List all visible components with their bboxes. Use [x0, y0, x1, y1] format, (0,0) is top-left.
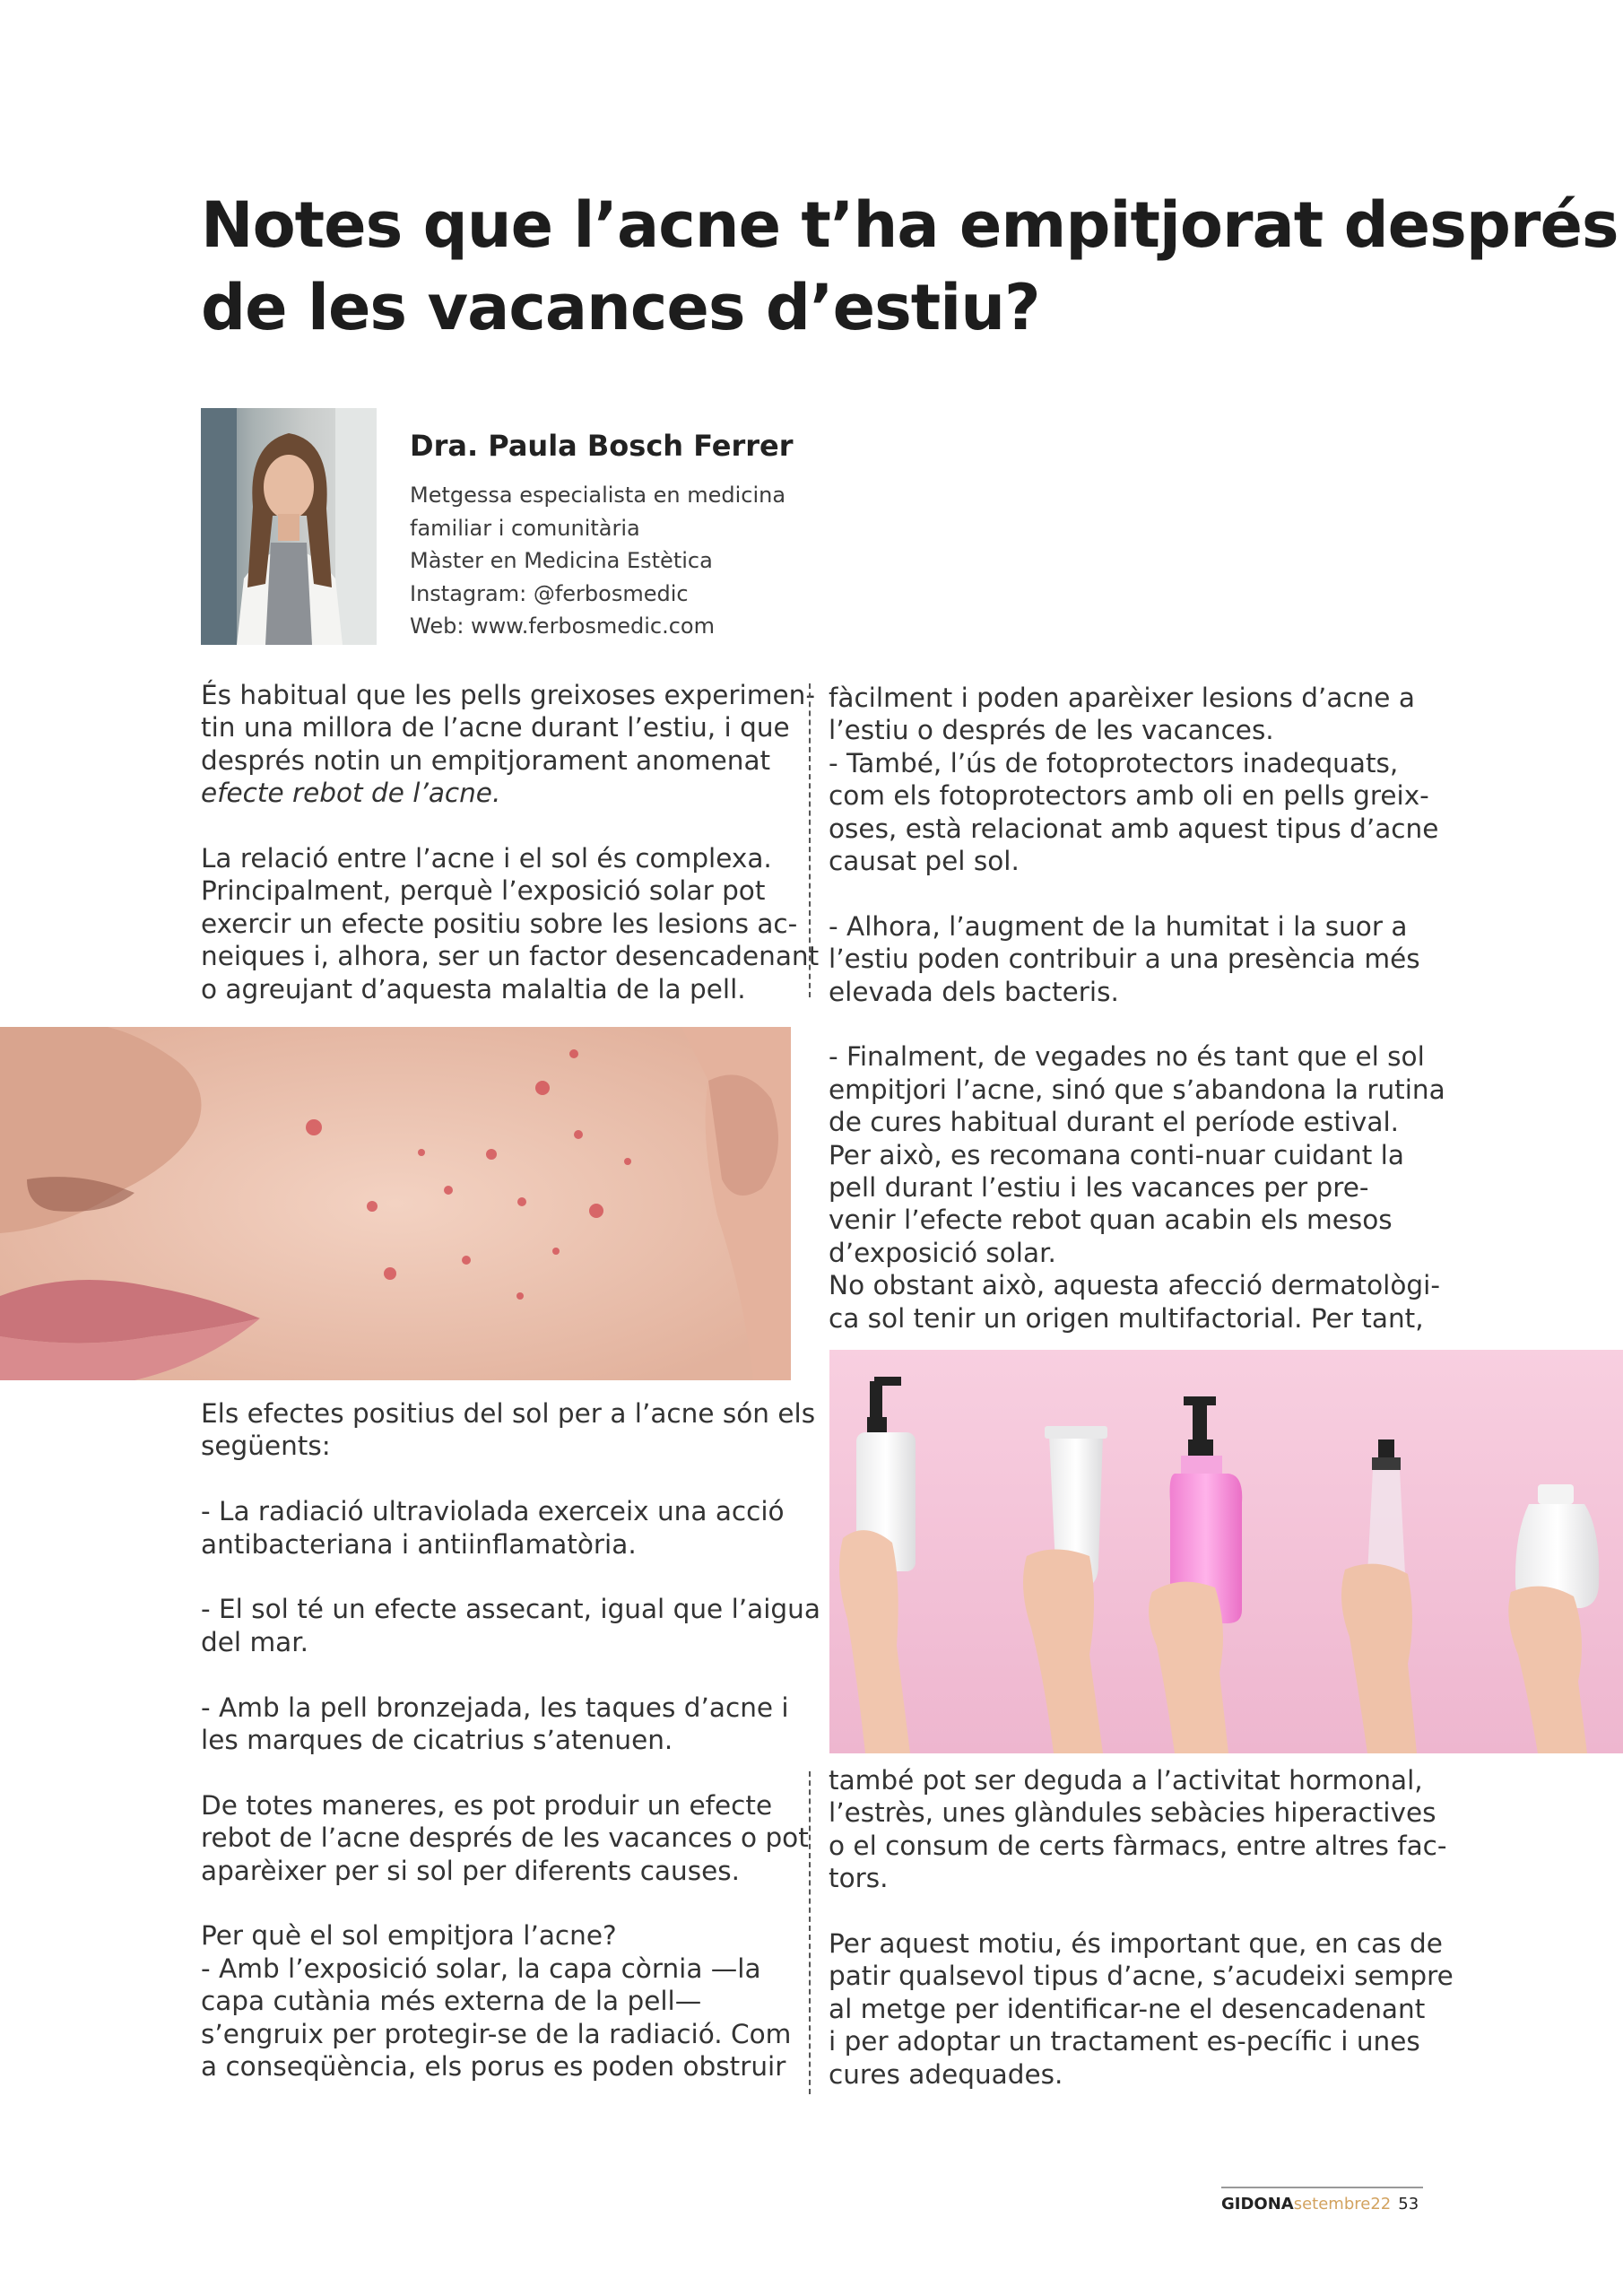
text-line: - Amb la pell bronzejada, les taques d’acne i — [201, 1692, 789, 1723]
text-line: tors. — [829, 1863, 889, 1894]
text-line: capa cutània més externa de la pell— — [201, 1986, 702, 2017]
text-line: aparèixer per si sol per diferents causes. — [201, 1855, 740, 1886]
text-line: antibacteriana i antiinflamatòria. — [201, 1528, 637, 1560]
text-line: del mar. — [201, 1626, 309, 1657]
page-footer — [1221, 2195, 1419, 2213]
text-line: després notin un empitjorament anomenat — [201, 744, 771, 776]
paragraph — [201, 1593, 820, 1658]
text-line: - Alhora, l’augment de la humitat i la suor a — [829, 910, 1408, 942]
column-2-top — [829, 682, 1445, 1335]
author-name: Dra. Paula Bosch Ferrer — [410, 429, 794, 463]
text-line: - També, l’ús de fotoprotectors inadequats, — [829, 747, 1399, 778]
paragraph — [829, 910, 1420, 1008]
text-line: - El sol té un efecte assecant, igual que l’aigua — [201, 1594, 820, 1625]
text-line: - Finalment, de vegades no és tant que el sol — [829, 1041, 1425, 1073]
text-line: següents: — [201, 1431, 331, 1462]
author-credential-line: Metgessa especialista en medicina — [410, 483, 786, 508]
text-line: causat pel sol. — [829, 846, 1020, 877]
text-line: tin una millora de l’acne durant l’estiu, i que — [201, 712, 790, 744]
text-line: rebot de l’acne després de les vacances o pot — [201, 1822, 809, 1854]
italic-term: efecte rebot de l’acne. — [201, 778, 501, 809]
text-line: Per això, es recomana conti-nuar cuidant la — [829, 1139, 1404, 1170]
column-divider — [809, 683, 811, 997]
column-divider — [809, 1771, 811, 2094]
text-line: o agreujant d’aquesta malaltia de la pell. — [201, 973, 746, 1004]
magazine-name: GIDONA — [1221, 2195, 1294, 2213]
paragraph — [201, 1397, 816, 1463]
paragraph — [829, 1927, 1454, 2091]
text-line: i per adoptar un tractament es-pecífic i unes — [829, 2026, 1420, 2057]
text-line: De totes maneres, es pot produir un efecte — [201, 1789, 773, 1821]
text-line: neiques i, alhora, ser un factor desencadenant — [201, 941, 820, 972]
title-line-1: Notes que l’acne t’ha empitjorat després — [201, 188, 1619, 262]
text-line: com els fotoprotectors amb oli en pells greix- — [829, 780, 1429, 812]
issue-month: setembre22 — [1293, 2195, 1392, 2213]
text-line: pell durant l’estiu i les vacances per pre- — [829, 1172, 1369, 1204]
author-credential-line: familiar i comunitària — [410, 515, 640, 541]
acne-skin-photo — [0, 1027, 791, 1380]
text-line: La relació entre l’acne i el sol és complexa. — [201, 843, 772, 874]
text-line: les marques de cicatrius s’atenuen. — [201, 1725, 673, 1756]
paragraph — [829, 1040, 1445, 1335]
text-line: l’estrès, unes glàndules sebàcies hiperactives — [829, 1797, 1436, 1829]
text-line: o el consum de certs fàrmacs, entre altres fac- — [829, 1830, 1447, 1861]
text-line: a conseqüència, els porus es poden obstruir — [201, 2051, 786, 2083]
acne-skin-image — [0, 1027, 791, 1380]
text-line: al metge per identificar-ne el desencadenant — [829, 1993, 1426, 2024]
skincare-products-image — [829, 1350, 1623, 1753]
column-1-bottom — [201, 1397, 820, 2083]
paragraph — [201, 1692, 793, 1757]
skincare-products-photo — [829, 1350, 1623, 1753]
text-line: patir qualsevol tipus d’acne, s’acudeixi sempre — [829, 1961, 1454, 1992]
text-line: de cures habitual durant el període estival. — [829, 1107, 1400, 1138]
author-portrait-image — [201, 408, 377, 645]
text-line: empitjori l’acne, sinó que s’abandona la rutina — [829, 1074, 1445, 1105]
text-line: oses, està relacionat amb aquest tipus d’acne — [829, 813, 1439, 844]
text-line: venir l’efecte rebot quan acabin els mesos — [829, 1205, 1393, 1236]
text-line: No obstant això, aquesta afecció dermatològi- — [829, 1270, 1440, 1301]
page-number: 53 — [1398, 2195, 1419, 2213]
paragraph — [201, 1919, 793, 2083]
author-web: Web: www.ferbosmedic.com — [410, 613, 715, 639]
text-line: Per què el sol empitjora l’acne? — [201, 1920, 617, 1952]
text-line: exercir un efecte positiu sobre les lesions ac- — [201, 908, 798, 939]
text-line: s’engruix per protegir-se de la radiació. Com — [201, 2018, 792, 2049]
paragraph — [201, 1789, 809, 1887]
text-line: l’estiu o després de les vacances. — [829, 715, 1274, 746]
paragraph — [201, 842, 820, 1005]
text-line: d’exposició solar. — [829, 1237, 1056, 1268]
article-title — [201, 184, 1619, 349]
text-line: l’estiu poden contribuir a una presència més — [829, 944, 1420, 975]
paragraph — [201, 679, 815, 810]
text-line: - Amb l’exposició solar, la capa còrnia —la — [201, 1952, 761, 1984]
text-line: Els efectes positius del sol per a l’acne són els — [201, 1398, 816, 1429]
text-line: elevada dels bacteris. — [829, 976, 1119, 1007]
text-line: És habitual que les pells greixoses experimen- — [201, 680, 815, 710]
author-credential-line: Màster en Medicina Estètica — [410, 548, 713, 573]
text-line: ca sol tenir un origen multifactorial. Per tant, — [829, 1302, 1424, 1334]
title-line-2: de les vacances d’estiu? — [201, 271, 1040, 344]
author-credentials — [410, 479, 785, 643]
text-line: - La radiació ultraviolada exerceix una acció — [201, 1496, 785, 1527]
column-2-bottom — [829, 1764, 1454, 2091]
author-portrait — [201, 408, 377, 645]
column-1-top — [201, 679, 820, 1005]
text-line: també pot ser deguda a l’activitat hormonal, — [829, 1765, 1423, 1796]
text-line: Per aquest motiu, és important que, en cas de — [829, 1928, 1443, 1960]
author-instagram: Instagram: @ferbosmedic — [410, 580, 689, 606]
text-line: fàcilment i poden aparèixer lesions d’acne a — [829, 683, 1415, 713]
paragraph — [201, 1495, 793, 1561]
paragraph — [829, 682, 1439, 877]
paragraph — [829, 1764, 1447, 1895]
text-line: Principalment, perquè l’exposició solar pot — [201, 875, 766, 907]
footer-rule — [1221, 2187, 1423, 2188]
text-line: cures adequades. — [829, 2058, 1063, 2090]
